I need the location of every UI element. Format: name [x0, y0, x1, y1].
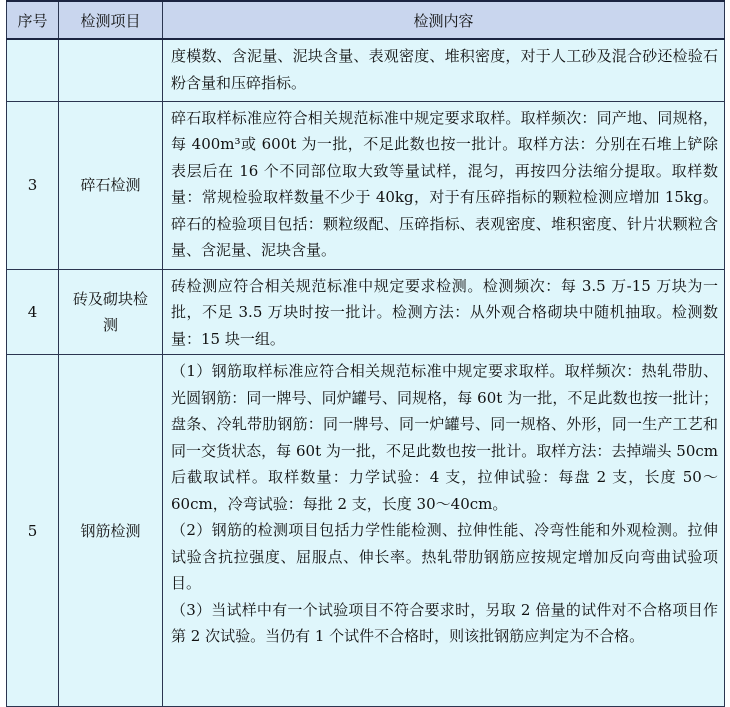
- header-content: 检测内容: [163, 1, 725, 39]
- content-paragraph: （3）当试样中有一个试验项目不符合要求时，另取 2 倍量的试件对不合格项目作第 2 次试验。当仍有 1 个试件不合格时，则该批钢筋应判定为不合格。: [171, 600, 718, 645]
- table-row: [7, 355, 725, 707]
- row-item: 砖及砌块检测: [59, 269, 163, 355]
- content-paragraph: （1）钢筋取样标准应符合相关规范标准中规定要求取样。取样频次：热轧带肋、光圆钢筋：同一牌号、同炉罐号、同规格，每 60t 为一批，不足此数也按一批计；盘条、冷轧带肋钢筋：同一牌号、同一炉罐号、同一规格、外形，同一生产工艺和同一交货状态，每 60t 为一批，不足此数也按一批计。取样方法：去掉端头 50cm 后截取试样。取样数量：力学试验：4 支，拉伸试验：每盘 2 支，长度 50～60cm，冷弯试验：每批 2 支，长度 30～40cm。: [171, 362, 718, 513]
- row-item: 碎石检测: [59, 101, 163, 269]
- row-content: [163, 39, 725, 101]
- header-no: 序号: [7, 1, 59, 39]
- content-paragraph: 砖检测应符合相关规范标准中规定要求检测。检测频次：每 3.5 万-15 万块为一批，不足 3.5 万块时按一批计。检测方法：从外观合格砌块中随机抽取。检测数量：15 块一组。: [171, 276, 718, 348]
- content-paragraph: 碎石取样标准应符合相关规范标准中规定要求取样。取样频次：同产地、同规格，每 400m³或 600t 为一批，不足此数也按一批计。取样方法：分别在石堆上铲除表层后在 16 个不同部位取大致等量试样，混匀，再按四分法缩分提取。取样数量：常规检验取样数量不少于 40kg，对于有压碎指标的颗粒检测应增加 15kg。碎石的检验项目包括：颗粒级配、压碎指标、表观密度、堆积密度、针片状颗粒含量、含泥量、泥块含量。: [171, 108, 718, 259]
- row-no: 3: [7, 101, 59, 269]
- row-item: [59, 39, 163, 101]
- table-row: [7, 101, 725, 269]
- table-row: [7, 269, 725, 355]
- row-content: [163, 101, 725, 269]
- content-paragraph: （2）钢筋的检测项目包括力学性能检测、拉伸性能、冷弯性能和外观检测。拉伸试验含抗拉强度、屈服点、伸长率。热轧带肋钢筋应按规定增加反向弯曲试验项目。: [171, 521, 718, 592]
- row-no: 5: [7, 355, 59, 707]
- content-paragraph: 度模数、含泥量、泥块含量、表观密度、堆积密度，对于人工砂及混合砂还检验石粉含量和压碎指标。: [171, 47, 718, 92]
- table-row: [7, 39, 725, 101]
- row-content: [163, 355, 725, 707]
- row-no: 4: [7, 269, 59, 355]
- row-content: [163, 269, 725, 355]
- row-no: [7, 39, 59, 101]
- header-row: [7, 1, 725, 39]
- row-item: 钢筋检测: [59, 355, 163, 707]
- inspection-table-page: [6, 0, 724, 707]
- inspection-table: [6, 0, 725, 707]
- header-item: 检测项目: [59, 1, 163, 39]
